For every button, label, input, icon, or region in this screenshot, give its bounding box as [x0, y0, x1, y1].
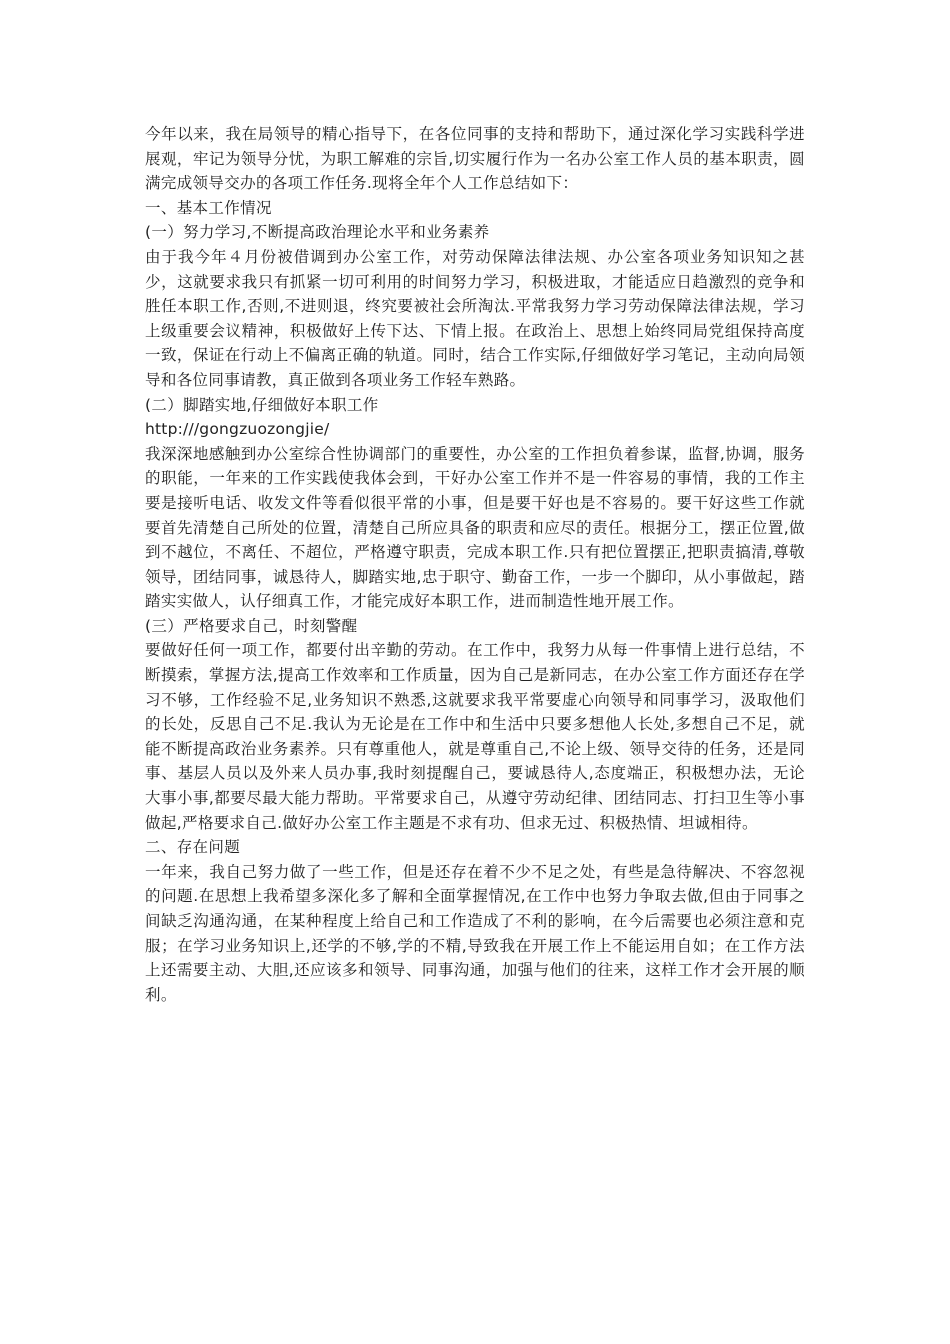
duty-paragraph: 我深深地感触到办公室综合性协调部门的重要性，办公室的工作担负着参谋，监督,协调，服务的职能，一年来的工作实践使我体会到，干好办公室工作并不是一件容易的事情，我的工作主要是接听电话、收发文件等看似很平常的小事，但是要干好也是不容易的。要干好这些工作就要首先清楚自己所处的位置，清楚自己所应具备的职责和应尽的责任。根据分工，摆正位置,做到不越位，不离任、不超位，严格遵守职责，完成本职工作.只有把位置摆正,把职责搞清,尊敬领导，团结同事，诚恳待人，脚踏实地,忠于职守、勤奋工作，一步一个脚印，从小事做起，踏踏实实做人，认仔细真工作，才能完成好本职工作，进而制造性地开展工作。	[145, 444, 805, 611]
section-heading-basic-work: 一、基本工作情况	[145, 198, 272, 217]
problems-paragraph: 一年来，我自己努力做了一些工作，但是还存在着不少不足之处，有些是急待解决、不容忽视的问题.在思想上我希望多深化多了解和全面掌握情况,在工作中也努力争取去做,但由于同事之间缺乏沟通沟通，在某种程度上给自己和工作造成了不利的影响，在今后需要也必须注意和克服；在学习业务知识上,还学的不够,学的不精,导致我在开展工作上不能运用自如；在工作方法上还需要主动、大胆,还应该多和领导、同事沟通，加强与他们的往来，这样工作才会开展的顺利。	[145, 862, 805, 1004]
intro-paragraph: 今年以来，我在局领导的精心指导下，在各位同事的支持和帮助下，通过深化学习实践科学进展观，牢记为领导分忧，为职工解难的宗旨,切实履行作为一名办公室工作人员的基本职责，圆满完成领导交办的各项工作任务.现将全年个人工作总结如下：	[145, 125, 805, 193]
document-page	[145, 122, 805, 1007]
url-line: http:///gongzuozongjie/	[145, 420, 330, 439]
section-heading-problems: 二、存在问题	[145, 838, 241, 857]
subheading-study: (一）努力学习,不断提高政治理论水平和业务素养	[145, 223, 490, 242]
study-paragraph: 由于我今年４月份被借调到办公室工作，对劳动保障法律法规、办公室各项业务知识知之甚少，这就要求我只有抓紧一切可利用的时间努力学习，积极进取，才能适应日趋激烈的竞争和胜任本职工作,否则,不进则退，终究要被社会所淘汰.平常我努力学习劳动保障法律法规，学习上级重要会议精神，积极做好上传下达、下情上报。在政治上、思想上始终同局党组保持高度一致，保证在行动上不偏离正确的轨道。同时，结合工作实际,仔细做好学习笔记，主动向局领导和各位同事请教，真正做到各项业务工作轻车熟路。	[145, 247, 805, 389]
self-discipline-paragraph: 要做好任何一项工作，都要付出辛勤的劳动。在工作中，我努力从每一件事情上进行总结，不断摸索，掌握方法,提高工作效率和工作质量，因为自己是新同志，在办公室工作方面还存在学习不够，工作经验不足,业务知识不熟悉,这就要求我平常要虚心向领导和同事学习，汲取他们的长处，反思自己不足.我认为无论是在工作中和生活中只要多想他人长处,多想自己不足，就能不断提高政治业务素养。只有尊重他人，就是尊重自己,不论上级、领导交待的任务，还是同事、基层人员以及外来人员办事,我时刻提醒自己，要诚恳待人,态度端正，积极想办法，无论大事小事,都要尽最大能力帮助。平常要求自己，从遵守劳动纪律、团结同志、打扫卫生等小事做起,严格要求自己.做好办公室工作主题是不求有功、但求无过、积极热情、坦诚相待。	[145, 641, 805, 832]
subheading-self-discipline: (三）严格要求自己，时刻警醒	[145, 616, 358, 635]
subheading-duty: (二）脚踏实地,仔细做好本职工作	[145, 395, 379, 414]
